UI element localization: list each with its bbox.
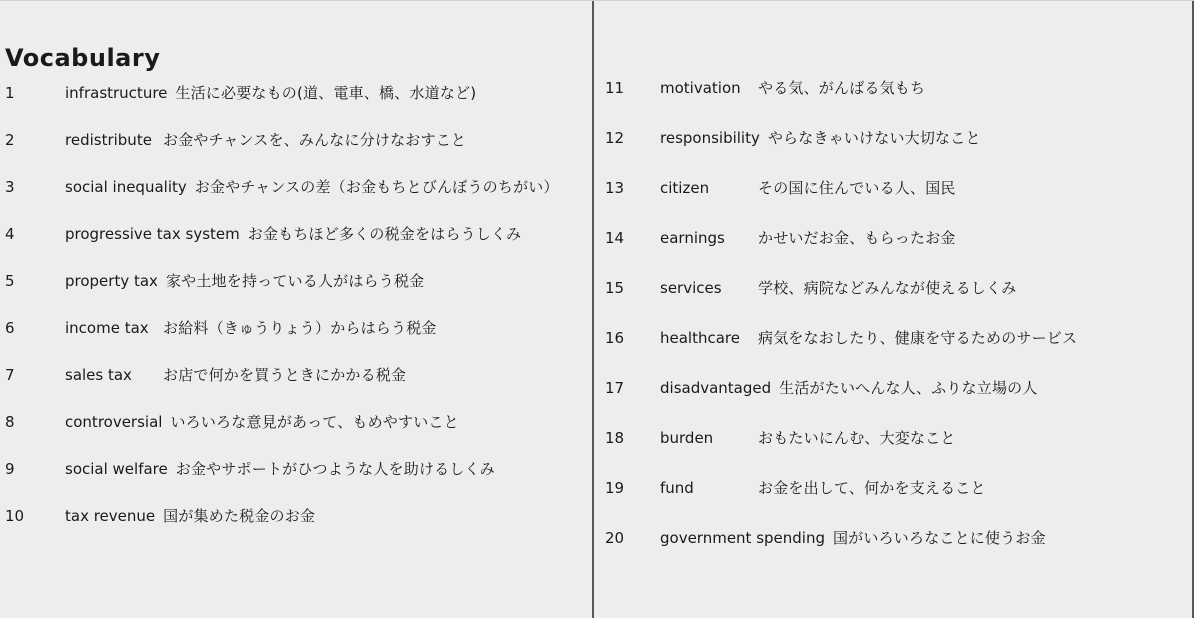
vocab-row (605, 413, 1187, 463)
vocab-row (5, 69, 587, 116)
item-definition: お店で何かを買うときにかかる税金 (163, 365, 407, 384)
item-number: 3 (5, 177, 15, 196)
vocab-row (605, 213, 1187, 263)
item-number: 6 (5, 318, 15, 337)
item-word: government spending (660, 529, 825, 547)
vocab-row (605, 263, 1187, 313)
item-word: controversial (65, 412, 163, 431)
vocab-row (605, 63, 1187, 113)
item-definition: やらなきゃいけない大切なこと (767, 129, 981, 147)
item-number: 10 (5, 506, 25, 525)
item-word: citizen (660, 179, 710, 197)
item-number: 20 (605, 529, 625, 547)
item-word: income tax (65, 318, 149, 337)
item-word: motivation (660, 79, 741, 97)
vocab-list-left (5, 69, 587, 539)
item-definition: 生活に必要なもの(道、電車、橋、水道など) (175, 83, 477, 102)
vocab-row (5, 257, 587, 304)
vocab-row (605, 313, 1187, 363)
vocab-row (5, 398, 587, 445)
item-definition: 病気をなおしたり、健康を守るためのサービス (758, 329, 1078, 347)
item-definition: お金を出して、何かを支えること (758, 479, 986, 497)
item-word: earnings (660, 229, 725, 247)
item-definition: いろいろな意見があって、もめやすいこと (170, 412, 459, 431)
item-number: 9 (5, 459, 15, 478)
item-number: 4 (5, 224, 15, 243)
vocab-row (605, 363, 1187, 413)
vocab-row (5, 445, 587, 492)
item-definition: おもたいにんむ、大変なこと (758, 429, 956, 447)
item-definition: お金やサポートがひつような人を助けるしくみ (175, 459, 495, 478)
item-word: sales tax (65, 365, 132, 384)
item-definition: 学校、病院などみんなが使えるしくみ (758, 279, 1017, 297)
item-word: responsibility (660, 129, 760, 147)
vocab-row (5, 351, 587, 398)
item-word: redistribute (65, 130, 152, 149)
item-definition: 生活がたいへんな人、ふりな立場の人 (779, 379, 1038, 397)
item-number: 19 (605, 479, 625, 497)
item-word: social inequality (65, 177, 187, 196)
item-definition: 国が集めた税金のお金 (163, 506, 316, 525)
vocab-row (5, 492, 587, 539)
column-divider-line (592, 1, 594, 618)
item-number: 2 (5, 130, 15, 149)
item-word: services (660, 279, 722, 297)
item-definition: お金やチャンスの差（お金もちとびんぼうのちがい） (194, 177, 559, 196)
item-word: progressive tax system (65, 224, 240, 243)
item-number: 7 (5, 365, 15, 384)
item-number: 15 (605, 279, 625, 297)
item-word: infrastructure (65, 83, 168, 102)
vocab-row (5, 163, 587, 210)
item-number: 13 (605, 179, 625, 197)
item-number: 1 (5, 83, 15, 102)
item-number: 14 (605, 229, 625, 247)
vocab-list-right (605, 63, 1187, 563)
vocab-row (5, 116, 587, 163)
item-word: property tax (65, 271, 158, 290)
item-number: 8 (5, 412, 15, 431)
item-definition: お金もちほど多くの税金をはらうしくみ (247, 224, 522, 243)
item-number: 17 (605, 379, 625, 397)
item-definition: 国がいろいろなことに使うお金 (833, 529, 1046, 547)
item-definition: その国に住んでいる人、国民 (758, 179, 956, 197)
item-word: social welfare (65, 459, 168, 478)
item-number: 11 (605, 79, 625, 97)
item-number: 5 (5, 271, 15, 290)
vocab-row (605, 113, 1187, 163)
vocab-row (605, 513, 1187, 563)
item-definition: やる気、がんばる気もち (758, 79, 926, 97)
item-definition: お金やチャンスを、みんなに分けなおすこと (163, 130, 467, 149)
item-number: 16 (605, 329, 625, 347)
item-word: disadvantaged (660, 379, 772, 397)
item-word: fund (660, 479, 694, 497)
vocab-row (605, 463, 1187, 513)
item-number: 18 (605, 429, 625, 447)
item-definition: かせいだお金、もらったお金 (758, 229, 956, 247)
vocab-row (5, 304, 587, 351)
item-definition: 家や土地を持っている人がはらう税金 (165, 271, 425, 290)
item-number: 12 (605, 129, 625, 147)
item-word: burden (660, 429, 714, 447)
vocab-row (605, 163, 1187, 213)
item-word: healthcare (660, 329, 740, 347)
item-word: tax revenue (65, 506, 156, 525)
item-definition: お給料（きゅうりょう）からはらう税金 (163, 318, 437, 337)
vocab-row (5, 210, 587, 257)
page-title: Vocabulary (5, 44, 161, 73)
